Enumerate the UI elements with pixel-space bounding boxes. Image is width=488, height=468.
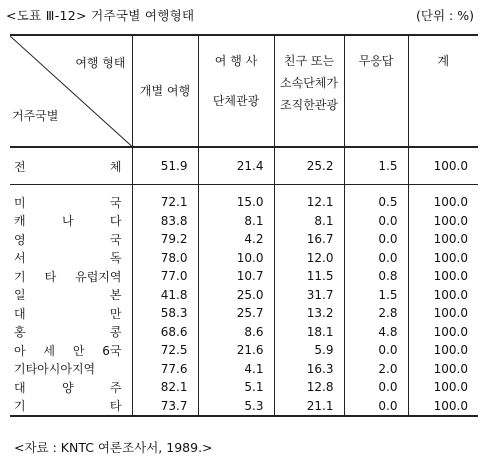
table-row (10, 230, 478, 249)
row-label: 아 세 안 6국 (14, 343, 122, 358)
cell-agency: 21.6 (198, 341, 274, 360)
cell-no-response: 0.8 (344, 267, 408, 286)
col-header-total: 계 (408, 35, 478, 147)
cell-agency: 4.1 (198, 360, 274, 379)
cell-friends: 12.0 (274, 249, 344, 268)
cell-agency: 25.0 (198, 286, 274, 305)
cell-friends: 16.7 (274, 230, 344, 249)
row-label: 대 양 주 (14, 380, 122, 395)
cell-no-response: 0.0 (344, 212, 408, 231)
cell-total: 100.0 (408, 193, 478, 212)
cell-total: 100.0 (408, 360, 478, 379)
cell-friends: 11.5 (274, 267, 344, 286)
cell-agency: 5.1 (198, 378, 274, 397)
table-row (10, 323, 478, 342)
row-label: 영 국 (14, 232, 122, 247)
cell-friends: 18.1 (274, 323, 344, 342)
cell-agency: 15.0 (198, 193, 274, 212)
cell-friends: 31.7 (274, 286, 344, 305)
cell-agency: 25.7 (198, 304, 274, 323)
diagonal-header-cell (10, 35, 132, 147)
cell-no-response: 2.8 (344, 304, 408, 323)
row-label: 일 본 (14, 288, 122, 303)
cell-individual: 73.7 (132, 397, 198, 417)
cell-no-response: 1.5 (344, 286, 408, 305)
cell-individual: 51.9 (132, 147, 198, 185)
cell-friends: 12.1 (274, 193, 344, 212)
cell-friends: 21.1 (274, 397, 344, 417)
cell-agency: 8.6 (198, 323, 274, 342)
col-header-friends: 친구 또는 소속단체가 조직한관광 (274, 35, 344, 147)
cell-agency: 21.4 (198, 147, 274, 185)
cell-friends: 12.8 (274, 378, 344, 397)
cell-total: 100.0 (408, 304, 478, 323)
cell-individual: 77.0 (132, 267, 198, 286)
row-label: 미 국 (14, 195, 122, 210)
cell-total: 100.0 (408, 397, 478, 417)
table-row (10, 378, 478, 397)
row-label: 홍 콩 (14, 325, 122, 340)
cell-no-response: 0.0 (344, 249, 408, 268)
cell-individual: 77.6 (132, 360, 198, 379)
cell-friends: 16.3 (274, 360, 344, 379)
cell-individual: 58.3 (132, 304, 198, 323)
cell-no-response: 0.0 (344, 397, 408, 417)
cell-total: 100.0 (408, 341, 478, 360)
cell-total: 100.0 (408, 249, 478, 268)
col-header-individual: 개별 여행 (132, 35, 198, 147)
cell-individual: 72.5 (132, 341, 198, 360)
cell-individual: 41.8 (132, 286, 198, 305)
row-label: 전 체 (10, 147, 132, 185)
col-header-no-response: 무응답 (344, 35, 408, 147)
cell-no-response: 0.0 (344, 230, 408, 249)
table-row (10, 304, 478, 323)
table-caption: <도표 Ⅲ-12> 거주국별 여행형태 (6, 8, 195, 23)
row-label: 서 독 (14, 251, 122, 266)
table-row (10, 193, 478, 212)
table-row (10, 341, 478, 360)
table-row (10, 286, 478, 305)
cell-agency: 10.7 (198, 267, 274, 286)
cell-total: 100.0 (408, 267, 478, 286)
cell-individual: 68.6 (132, 323, 198, 342)
table-row (10, 267, 478, 286)
source-note: <자료 : KNTC 여론조사서, 1989.> (14, 440, 213, 455)
spacer-row (10, 185, 478, 194)
cell-no-response: 2.0 (344, 360, 408, 379)
diagonal-line (10, 36, 132, 146)
table-row (10, 360, 478, 379)
row-label: 대 만 (14, 306, 122, 321)
cell-no-response: 0.0 (344, 378, 408, 397)
cell-agency: 5.3 (198, 397, 274, 417)
table-row-total (10, 147, 478, 185)
cell-friends: 25.2 (274, 147, 344, 185)
cell-no-response: 0.5 (344, 193, 408, 212)
cell-friends: 13.2 (274, 304, 344, 323)
cell-individual: 82.1 (132, 378, 198, 397)
table-row (10, 212, 478, 231)
cell-agency: 10.0 (198, 249, 274, 268)
row-label: 기 타 유럽지역 (14, 269, 122, 284)
cell-friends: 8.1 (274, 212, 344, 231)
cell-individual: 79.2 (132, 230, 198, 249)
cell-total: 100.0 (408, 323, 478, 342)
column-dimension-label: 여행 형태 (75, 56, 126, 70)
cell-total: 100.0 (408, 147, 478, 185)
travel-type-table (10, 34, 478, 417)
cell-no-response: 1.5 (344, 147, 408, 185)
col-header-agency: 여 행 사 단체관광 (198, 35, 274, 147)
table-row (10, 397, 478, 417)
cell-no-response: 0.0 (344, 341, 408, 360)
row-label: 기타아시아지역 (14, 362, 96, 377)
row-label: 기 타 (14, 399, 122, 414)
cell-individual: 78.0 (132, 249, 198, 268)
cell-individual: 83.8 (132, 212, 198, 231)
unit-label: (단위 : %) (416, 8, 474, 23)
table-row (10, 249, 478, 268)
cell-friends: 5.9 (274, 341, 344, 360)
cell-total: 100.0 (408, 212, 478, 231)
cell-total: 100.0 (408, 378, 478, 397)
cell-agency: 8.1 (198, 212, 274, 231)
cell-individual: 72.1 (132, 193, 198, 212)
cell-total: 100.0 (408, 286, 478, 305)
row-dimension-label: 거주국별 (12, 109, 59, 123)
cell-no-response: 4.8 (344, 323, 408, 342)
header-row (10, 35, 478, 147)
cell-agency: 4.2 (198, 230, 274, 249)
cell-total: 100.0 (408, 230, 478, 249)
row-label: 캐 나 다 (14, 214, 122, 229)
